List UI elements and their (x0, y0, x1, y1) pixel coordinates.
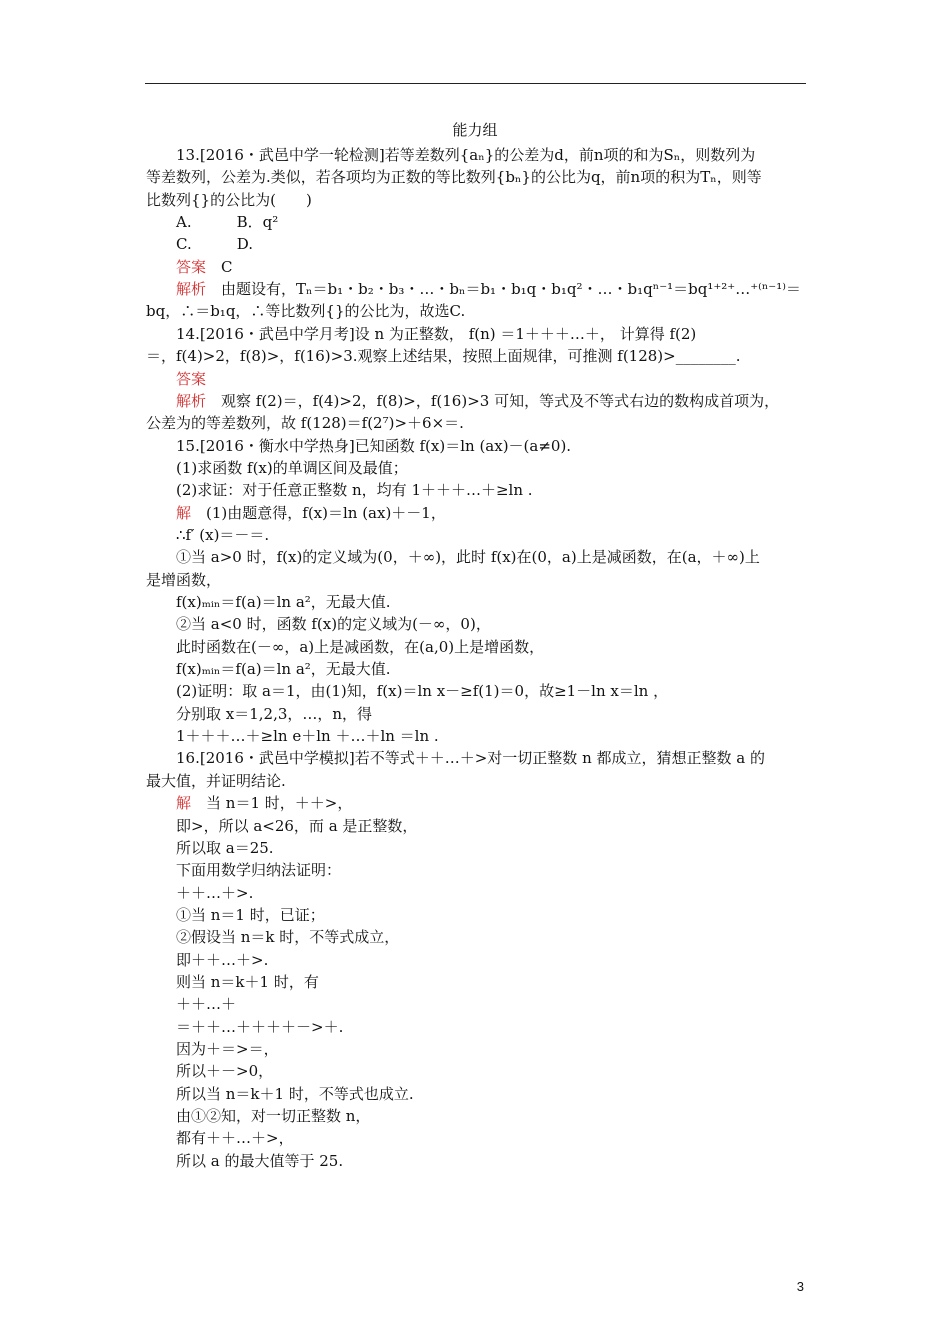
text-line (176, 525, 269, 545)
text-line (176, 592, 391, 612)
text-line (176, 950, 268, 970)
text-line (176, 279, 801, 299)
text-line (146, 413, 464, 433)
line-text: 则当 n＝k＋1 时，有 (176, 972, 319, 991)
text-line (176, 637, 544, 657)
line-text: ＋＋…＋>. (176, 883, 254, 902)
line-text: 所以当 n＝k＋1 时，不等式也成立. (176, 1084, 414, 1103)
text-line (176, 816, 417, 836)
text-line (176, 503, 446, 523)
text-line (176, 704, 372, 724)
text-line (176, 234, 253, 254)
text-line (176, 1106, 370, 1126)
line-text: 所以取 a＝25. (176, 838, 274, 857)
answer-label: 解 (176, 503, 192, 522)
line-text: 当 n＝1 时，＋＋>， (191, 794, 353, 813)
line-text: ＝，f(4)>2，f(8)>，f(16)>3.观察上述结果，按照上面规律，可推测 f(128)>________. (146, 347, 741, 366)
line-text: ∴f′ (x)＝－＝. (176, 525, 270, 544)
section-title: 能力组 (452, 121, 498, 139)
line-text: 此时函数在(－∞，a)上是减函数，在(a,0)上是增函数， (176, 637, 545, 656)
text-line (176, 436, 571, 456)
line-text: 16.[2016・武邑中学模拟]若不等式＋＋…＋>对一切正整数 n 都成立，猜想正整数 a 的 (176, 749, 765, 768)
text-line (146, 346, 741, 366)
text-line (176, 905, 325, 925)
text-line (176, 860, 341, 880)
text-line (176, 391, 779, 411)
line-text: f(x)ₘᵢₙ＝f(a)＝ln a²，无最大值. (176, 660, 391, 679)
line-text: 下面用数学归纳法证明： (176, 861, 342, 880)
text-line (176, 1151, 343, 1171)
line-text: 即＋＋…＋>. (176, 950, 269, 969)
text-line (176, 480, 533, 500)
line-text: 15.[2016・衡水中学热身]已知函数 f(x)＝ln (ax)－(a≠0). (176, 436, 572, 455)
line-text: 最大值，并证明结论. (146, 771, 286, 790)
text-line (176, 927, 399, 947)
line-text: 都有＋＋…＋>， (176, 1129, 294, 1148)
answer-label: 解 (176, 794, 192, 813)
text-line (146, 771, 286, 791)
line-text: 因为＋＝>＝， (176, 1040, 279, 1058)
header-rule (145, 83, 806, 84)
text-line (176, 883, 253, 903)
line-text: f(x)ₘᵢₙ＝f(a)＝ln a²，无最大值. (176, 593, 391, 611)
text-line (176, 324, 696, 344)
text-line (176, 212, 278, 232)
text-line (176, 1084, 414, 1104)
text-line (176, 1039, 279, 1059)
line-text: 比数列{}的公比为( ) (146, 190, 312, 209)
line-text: 所以 a 的最大值等于 25. (176, 1151, 344, 1170)
text-line (176, 1061, 273, 1081)
line-text: (1)求函数 f(x)的单调区间及最值； (176, 458, 408, 477)
text-line (176, 972, 319, 992)
line-text: 由①②知，对一切正整数 n， (176, 1107, 371, 1126)
line-text: ＝＋＋…＋＋＋＋－>＋. (176, 1017, 344, 1036)
line-text: 公差为的等差数列，故 f(128)＝f(2⁷)>＋6×＝. (146, 414, 464, 433)
text-line (176, 257, 233, 277)
text-line (176, 614, 491, 634)
line-text: C (206, 257, 233, 276)
line-text: 14.[2016・武邑中学月考]设 n 为正整数， f(n) ＝1＋＋＋…＋， 计算得 f(2) (176, 324, 697, 343)
page-number: 3 (796, 1279, 804, 1294)
answer-label: 答案 (176, 369, 207, 388)
line-text: 13.[2016・武邑中学一轮检测]若等差数列{aₙ}的公差为d，前n项的和为Sₙ，则数列为 (176, 146, 756, 164)
answer-label: 解析 (176, 391, 207, 410)
text-line (176, 369, 206, 389)
text-line (176, 659, 391, 679)
text-line (176, 793, 352, 813)
text-line (146, 570, 221, 590)
answer-label: 答案 (176, 257, 207, 276)
line-text: A. B．q² (176, 213, 279, 232)
text-line (146, 167, 762, 187)
text-line (176, 145, 755, 165)
line-text: 1＋＋＋…＋≥ln e＋ln ＋…＋ln ＝ln . (176, 727, 439, 746)
line-text: ①当 a>0 时，f(x)的定义域为(0，＋∞)，此时 f(x)在(0，a)上是减函数，在(a，＋∞)上 (176, 548, 760, 567)
line-text: 所以＋－>0， (176, 1062, 274, 1081)
text-line (176, 547, 760, 567)
text-line (146, 301, 465, 321)
line-text: 等差数列，公差为.类似，若各项均为正数的等比数列{bₙ}的公比为q，前n项的积为Tₙ，则等 (146, 168, 762, 187)
text-line (176, 838, 274, 858)
line-text: bq，∴＝b₁q，∴等比数列{}的公比为，故选C. (146, 302, 466, 321)
line-text: (1)由题意得，f(x)＝ln (ax)＋－1， (191, 503, 446, 522)
line-text: ＋＋…＋ (176, 995, 237, 1014)
line-text: (2)求证：对于任意正整数 n，均有 1＋＋＋…＋≥ln . (176, 481, 533, 500)
text-line (176, 726, 439, 746)
line-text: C. D. (176, 235, 253, 254)
line-text: (2)证明：取 a＝1，由(1)知，f(x)＝ln x－≥f(1)＝0，故≥1－ln x＝ln ， (176, 682, 669, 701)
line-text: 由题设有，Tₙ＝b₁・b₂・b₃・…・bₙ＝b₁・b₁q・b₁q²・…・b₁qⁿ⁻¹＝bq¹⁺²⁺…⁺⁽ⁿ⁻¹⁾＝ (206, 280, 801, 299)
text-line (176, 994, 236, 1014)
line-text: 分别取 x＝1,2,3，…，n，得 (176, 704, 373, 723)
line-text: ②当 a<0 时，函数 f(x)的定义域为(－∞，0)， (176, 615, 491, 634)
line-text: ②假设当 n＝k 时，不等式成立， (176, 928, 400, 947)
answer-label: 解析 (176, 280, 207, 299)
text-line (176, 1017, 343, 1037)
line-text: 观察 f(2)＝，f(4)>2，f(8)>，f(16)>3 可知，等式及不等式右边的数构成首项为， (206, 391, 780, 410)
text-line (176, 748, 765, 768)
text-line (176, 458, 408, 478)
text-line (176, 1128, 294, 1148)
line-text: 即>，所以 a<26，而 a 是正整数， (176, 816, 418, 835)
text-line (176, 681, 668, 701)
text-line (146, 190, 312, 210)
line-text: 是增函数， (146, 570, 222, 589)
line-text: ①当 n＝1 时，已证； (176, 905, 325, 924)
